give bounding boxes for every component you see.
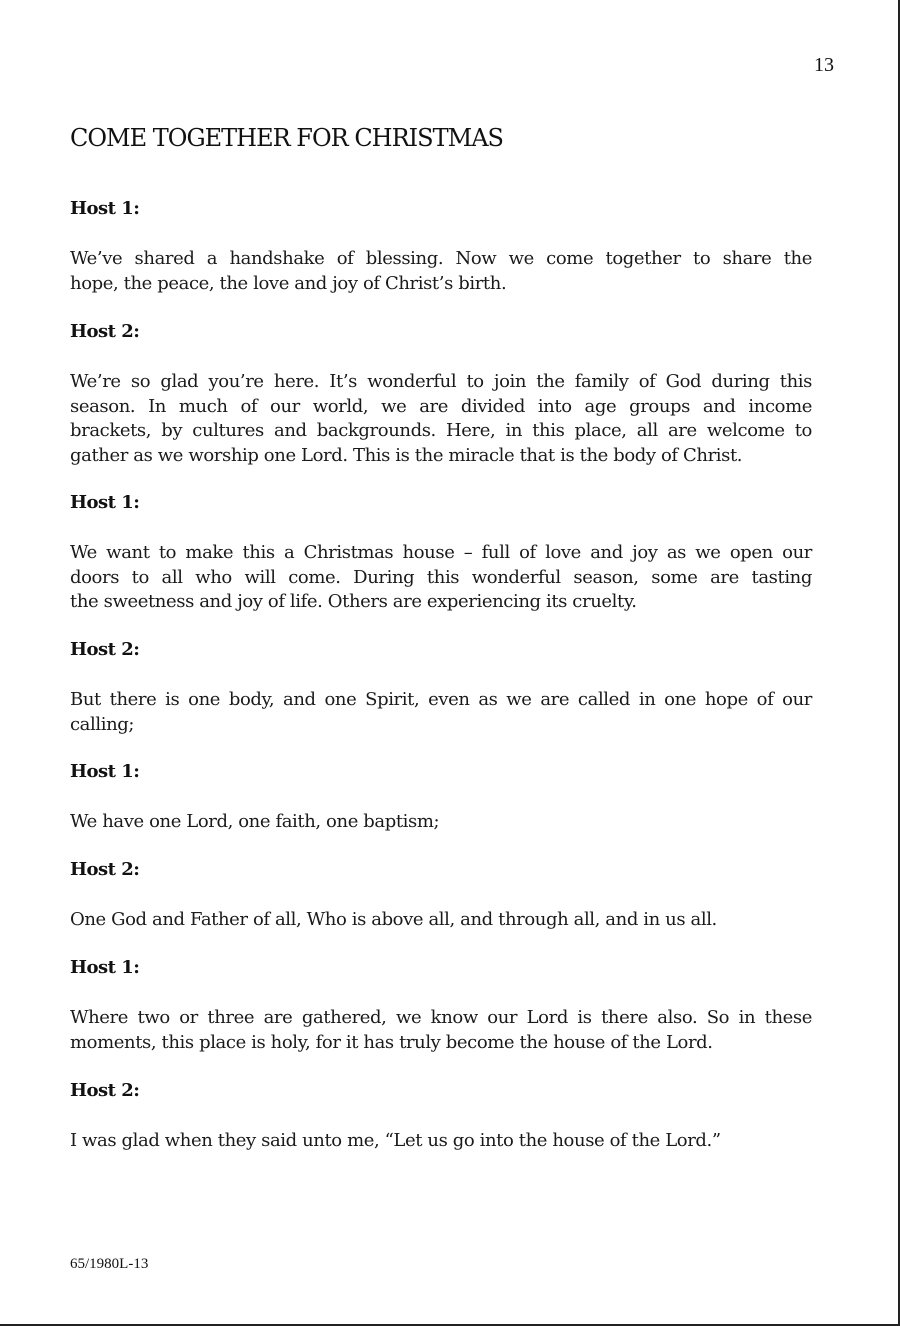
dialogue-block [70, 320, 812, 468]
dialogue-block [70, 638, 812, 737]
dialogue-line: I was glad when they said unto me, “Let us go into the house of the Lord.” [70, 1130, 721, 1151]
speaker-label: Host 2: [70, 321, 140, 342]
speaker-label: Host 2: [70, 1080, 140, 1101]
document-code: 65/1980L-13 [70, 1256, 149, 1272]
speaker-label: Host 1: [70, 492, 140, 513]
dialogue-line: gather as we worship one Lord. This is the miracle that is the body of Christ. [70, 444, 743, 466]
dialogue-line: We have one Lord, one faith, one baptism; [70, 811, 440, 832]
dialogue-block [70, 491, 812, 615]
speaker-label: Host 1: [70, 198, 140, 219]
dialogue-line: the sweetness and joy of life. Others are experiencing its cruelty. [70, 591, 637, 612]
page-number: 13 [814, 54, 834, 76]
dialogue-line: hope, the peace, the love and joy of Christ’s birth. [70, 272, 507, 294]
dialogue-block [70, 1079, 812, 1154]
speaker-label: Host 1: [70, 957, 140, 978]
dialogue-line: doors to all who will come. During this wonderful season, some are tasting [70, 566, 812, 588]
dialogue-line: We’ve shared a handshake of blessing. Now we come together to share the [70, 248, 812, 269]
dialogue-block [70, 956, 812, 1055]
dialogue-line: moments, this place is holy, for it has truly become the house of the Lord. [70, 1031, 713, 1053]
dialogue-line: We’re so glad you’re here. It’s wonderful to join the family of God during this [70, 371, 812, 392]
dialogue-block [70, 760, 812, 835]
dialogue-block [70, 858, 812, 933]
speaker-label: Host 2: [70, 639, 140, 660]
dialogue-line: We want to make this a Christmas house – full of love and joy as we open our [70, 542, 812, 563]
dialogue-line: brackets, by cultures and backgrounds. Here, in this place, all are welcome to [70, 420, 812, 441]
dialogue-line: One God and Father of all, Who is above all, and through all, and in us all. [70, 909, 717, 930]
dialogue-line: season. In much of our world, we are divided into age groups and income [70, 395, 812, 417]
speaker-label: Host 2: [70, 859, 140, 880]
dialogue-line: Where two or three are gathered, we know our Lord is there also. So in these [70, 1007, 812, 1028]
dialogue-block [70, 197, 812, 296]
page-title: COME TOGETHER FOR CHRISTMAS [70, 124, 503, 152]
dialogue-line: calling; [70, 713, 135, 735]
speaker-label: Host 1: [70, 761, 140, 782]
dialogue-line: But there is one body, and one Spirit, even as we are called in one hope of our [70, 689, 812, 710]
